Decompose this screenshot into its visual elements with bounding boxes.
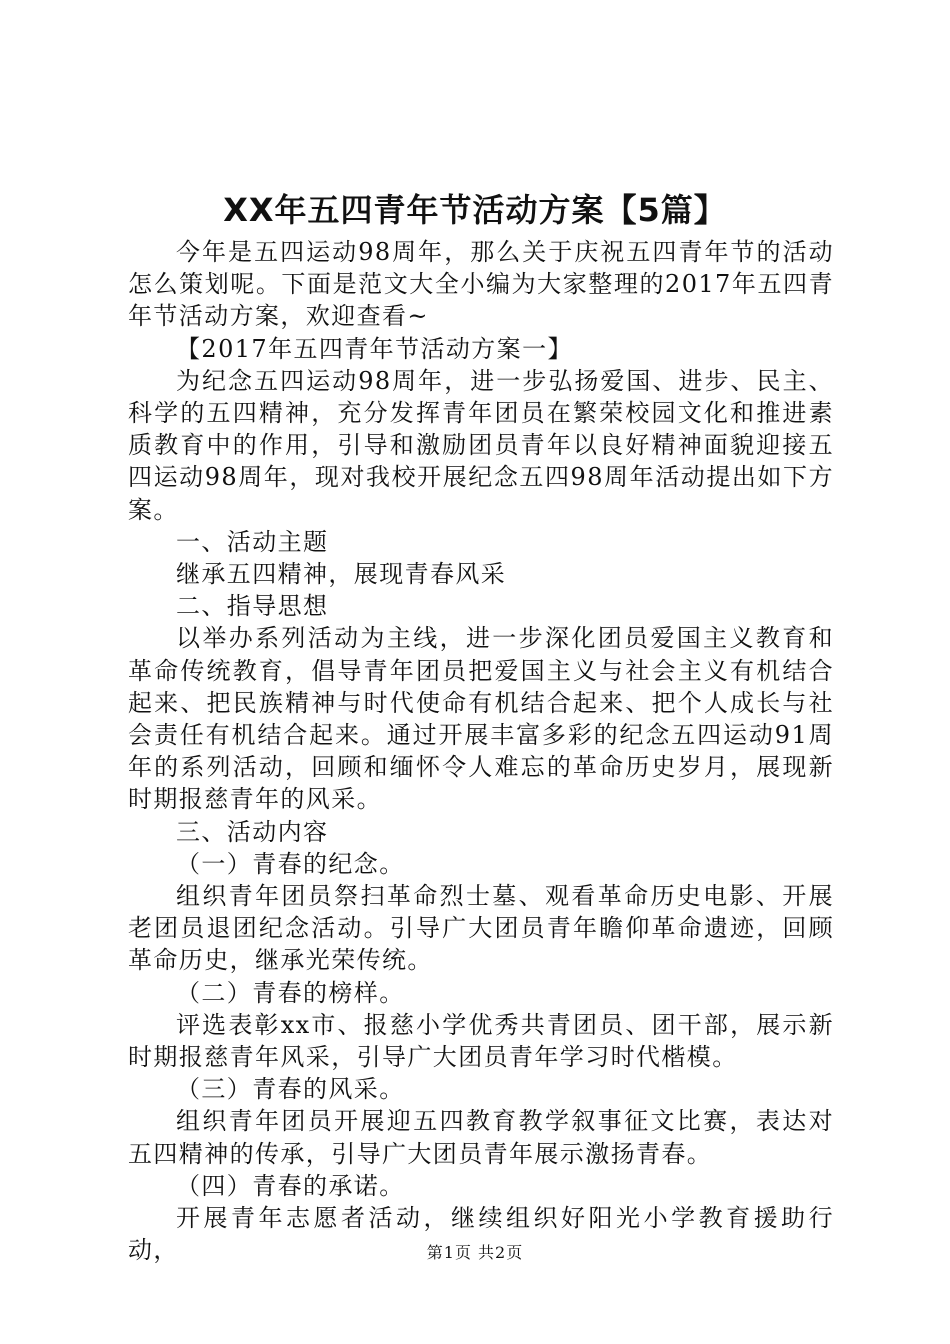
subsection-heading: （三）青春的风采。	[176, 1075, 405, 1104]
paragraph: 今年是五四运动98周年，那么关于庆祝五四青年节的活动怎么策划呢。下面是范文大全小编为大家整理的2017年五四青年节活动方案，欢迎查看~	[128, 238, 834, 331]
section-heading: 二、指导思想	[176, 592, 329, 621]
paragraph: 【2017年五四青年节活动方案一】	[176, 334, 573, 363]
paragraph: 组织青年团员开展迎五四教育教学叙事征文比赛，表达对五四精神的传承，引导广大团员青年展示激扬青春。	[128, 1107, 834, 1168]
page-footer: 第1页 共2页	[426, 1243, 524, 1262]
subsection-heading: （二）青春的榜样。	[176, 978, 405, 1007]
paragraph: 评选表彰xx市、报慈小学优秀共青团员、团干部，展示新时期报慈青年风采，引导广大团员青年学习时代楷模。	[128, 1010, 834, 1072]
paragraph: 继承五四精神，展现青春风采	[176, 560, 507, 589]
paragraph: 组织青年团员祭扫革命烈士墓、观看革命历史电影、开展老团员退团纪念活动。引导广大团员青年瞻仰革命遗迹，回顾革命历史，继承光荣传统。	[128, 882, 834, 975]
subsection-heading: （四）青春的承诺。	[176, 1171, 405, 1200]
section-heading: 一、活动主题	[176, 527, 329, 556]
section-heading: 三、活动内容	[176, 817, 329, 846]
paragraph: 为纪念五四运动98周年，进一步弘扬爱国、进步、民主、科学的五四精神，充分发挥青年团员在繁荣校园文化和推进素质教育中的作用，引导和激励团员青年以良好精神面貌迎接五四运动98周年，现对我校开展纪念五四98周年活动提出如下方案。	[128, 366, 834, 524]
subsection-heading: （一）青春的纪念。	[176, 849, 405, 878]
document-body	[128, 236, 834, 1267]
paragraph: 以举办系列活动为主线，进一步深化团员爱国主义教育和革命传统教育，倡导青年团员把爱国主义与社会主义有机结合起来、把民族精神与时代使命有机结合起来、把个人成长与社会责任有机结合起来。通过开展丰富多彩的纪念五四运动91周年的系列活动，回顾和缅怀令人难忘的革命历史岁月，展现新时期报慈青年的风采。	[128, 624, 834, 814]
document-title: XX年五四青年节活动方案【5篇】	[223, 191, 727, 229]
paragraph: 开展青年志愿者活动，继续组织好阳光小学教育援助行动，	[128, 1204, 834, 1265]
